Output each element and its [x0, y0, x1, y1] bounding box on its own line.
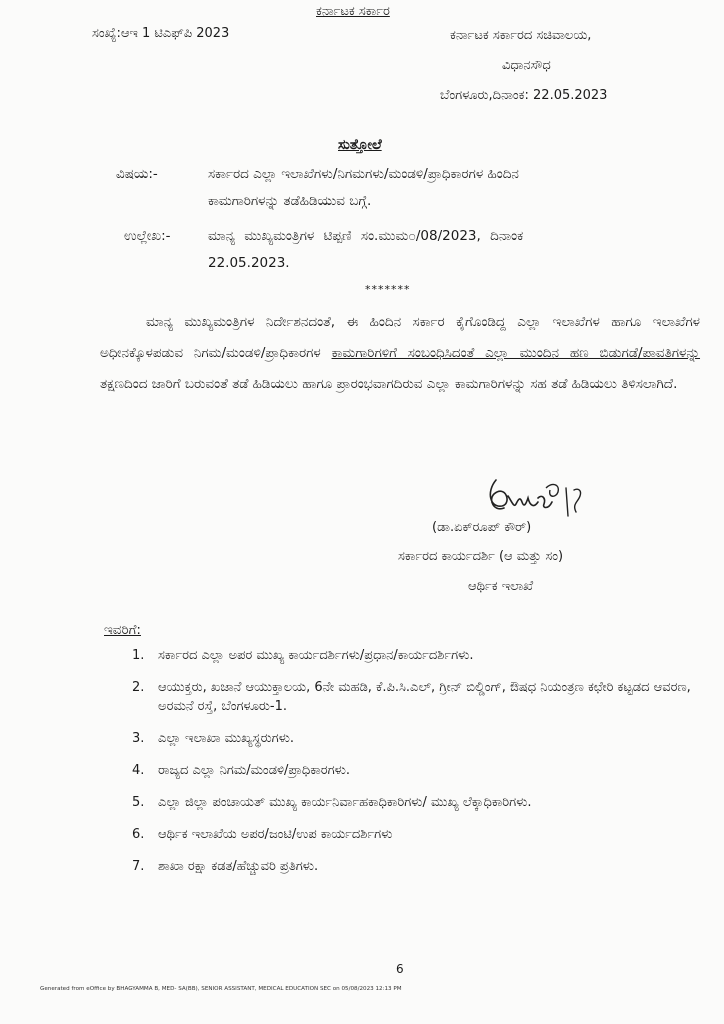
body-text-2: ತಕ್ಷಣದಿಂದ ಜಾರಿಗೆ ಬರುವಂತೆ ತಡೆ ಹಿಡಿಯಲು ಹಾಗೂ ಪ್ರಾರಂಭವಾಗದಿರುವ ಎಲ್ಲಾ ಕಾಮಗಾರಿಗಳನ್ನು ಸಹ ತಡೆ ಹಿಡಿಯಲು ತಿಳಿಸಲಾಗಿದೆ.: [100, 376, 678, 392]
page-number: 6: [396, 962, 404, 976]
building-name: ವಿಧಾನಸೌಧ: [502, 58, 551, 73]
list-item: 6. ಆರ್ಥಿಕ ಇಲಾಖೆಯ ಅಪರ/ಜಂಟಿ/ಉಪ ಕಾರ್ಯದರ್ಶಿಗಳು: [132, 827, 393, 842]
signatory-name: (ಡಾ.ಏಕ್‌ರೂಪ್ ಕೌರ್): [432, 520, 532, 535]
list-item: 3. ಎಲ್ಲಾ ಇಲಾಖಾ ಮುಖ್ಯಸ್ಥರುಗಳು.: [132, 731, 295, 746]
body-paragraph: [100, 307, 700, 400]
body-underlined-text: ಕಾಮಗಾರಿಗಳಿಗೆ ಸಂಬಂಧಿಸಿದಂತೆ ಎಲ್ಲಾ ಮುಂದಿನ ಹಣ ಬಿಡುಗಡೆ/ಪಾವತಿಗಳನ್ನು: [331, 345, 701, 361]
reference-number: ಸಂಖ್ಯೆ:ಆಇ 1 ಟಿಎಫ್‌ಪಿ 2023: [92, 26, 230, 41]
list-item: 4. ರಾಜ್ಯದ ಎಲ್ಲಾ ನಿಗಮ/ಮಂಡಳಿ/ಪ್ರಾಧಿಕಾರಗಳು.: [132, 763, 351, 778]
circular-heading: ಸುತ್ತೋಲೆ: [338, 137, 382, 153]
list-item: 5. ಎಲ್ಲಾ ಜಿಲ್ಲಾ ಪಂಚಾಯತ್ ಮುಖ್ಯ ಕಾರ್ಯನಿರ್ವಾಹಕಾಧಿಕಾರಿಗಳು/ ಮುಖ್ಯ ಲೆಕ್ಕಾಧಿಕಾರಿಗಳು.: [132, 795, 532, 810]
list-item: 1. ಸರ್ಕಾರದ ಎಲ್ಲಾ ಅಪರ ಮುಖ್ಯ ಕಾರ್ಯದರ್ಶಿಗಳು/ಪ್ರಧಾನ/ಕಾರ್ಯದರ್ಶಿಗಳು.: [132, 648, 474, 663]
place-date: ಬೆಂಗಳೂರು,ದಿನಾಂಕ: 22.05.2023: [440, 88, 608, 103]
reference-label: ಉಲ್ಲೇಖ:-: [124, 228, 171, 244]
signatory-designation: ಸರ್ಕಾರದ ಕಾರ್ಯದರ್ಶಿ (ಆ ಮತ್ತು ಸಂ): [398, 549, 564, 564]
subject-label: ವಿಷಯ:-: [116, 166, 158, 182]
list-item: 2. ಆಯುಕ್ತರು, ಖಜಾನೆ ಆಯುಕ್ತಾಲಯ, 6ನೇ ಮಹಡಿ, ಕೆ.ಪಿ.ಸಿ.ಎಲ್, ಗ್ರೀನ್ ಬಿಲ್ಡಿಂಗ್, ಔಷಧ ನಿಯಂತ್ರಣ ಕಛೇರಿ ಕಟ್ಟಡದ ಆವರಣ, ಅರಮನೆ ರಸ್ತೆ, ಬೆಂಗಳೂರು-1.: [132, 680, 691, 714]
secretariat-address: ಕರ್ನಾಟಕ ಸರ್ಕಾರದ ಸಚಿವಾಲಯ,: [450, 28, 592, 43]
government-title: ಕರ್ನಾಟಕ ಸರ್ಕಾರ: [316, 4, 390, 19]
body-text-1: ಮಾನ್ಯ ಮುಖ್ಯಮಂತ್ರಿಗಳ ನಿರ್ದೇಶನದಂತೆ, ಈ ಹಿಂದಿನ ಸರ್ಕಾರ ಕೈಗೊಂಡಿದ್ದ ಎಲ್ಲಾ ಇಲಾಖೆಗಳ ಹಾಗೂ ಇಲಾಖೆಗಳ ಅಧೀನಕ್ಕೊಳಪಡುವ ನಿಗಮ/ಮಂಡಳಿ/ಪ್ರಾಧಿಕಾರಗಳ: [100, 314, 700, 361]
recipients-list: [132, 646, 702, 889]
circular-body: [100, 307, 700, 400]
list-item: 7. ಶಾಖಾ ರಕ್ಷಾ ಕಡತ/ಹೆಚ್ಚುವರಿ ಪ್ರತಿಗಳು.: [132, 859, 319, 874]
separator: *******: [365, 283, 411, 296]
recipients-label: ಇವರಿಗೆ:: [104, 622, 141, 638]
reference-line-2: 22.05.2023.: [208, 255, 290, 271]
subject-line-1: ಸರ್ಕಾರದ ಎಲ್ಲಾ ಇಲಾಖೆಗಳು/ನಿಗಮಗಳು/ಮಂಡಳಿ/ಪ್ರಾಧಿಕಾರಗಳ ಹಿಂದಿನ: [208, 166, 519, 182]
reference-line-1: ಮಾನ್ಯ ಮುಖ್ಯಮಂತ್ರಿಗಳ ಟಿಪ್ಪಣಿ ಸಂ.ಮುಮ೦/08/2023, ದಿನಾಂಕ: [208, 228, 524, 244]
eoffice-footer: Generated from eOffice by BHAGYAMMA B, MED- SA(BB), SENIOR ASSISTANT, MEDICAL EDUCATION SEC on 05/08/2023 12:13 PM: [40, 986, 402, 992]
signatory-department: ಆರ್ಥಿಕ ಇಲಾಖೆ: [468, 579, 534, 594]
subject-line-2: ಕಾಮಗಾರಿಗಳನ್ನು ತಡೆಹಿಡಿಯುವ ಬಗ್ಗೆ.: [208, 193, 372, 209]
